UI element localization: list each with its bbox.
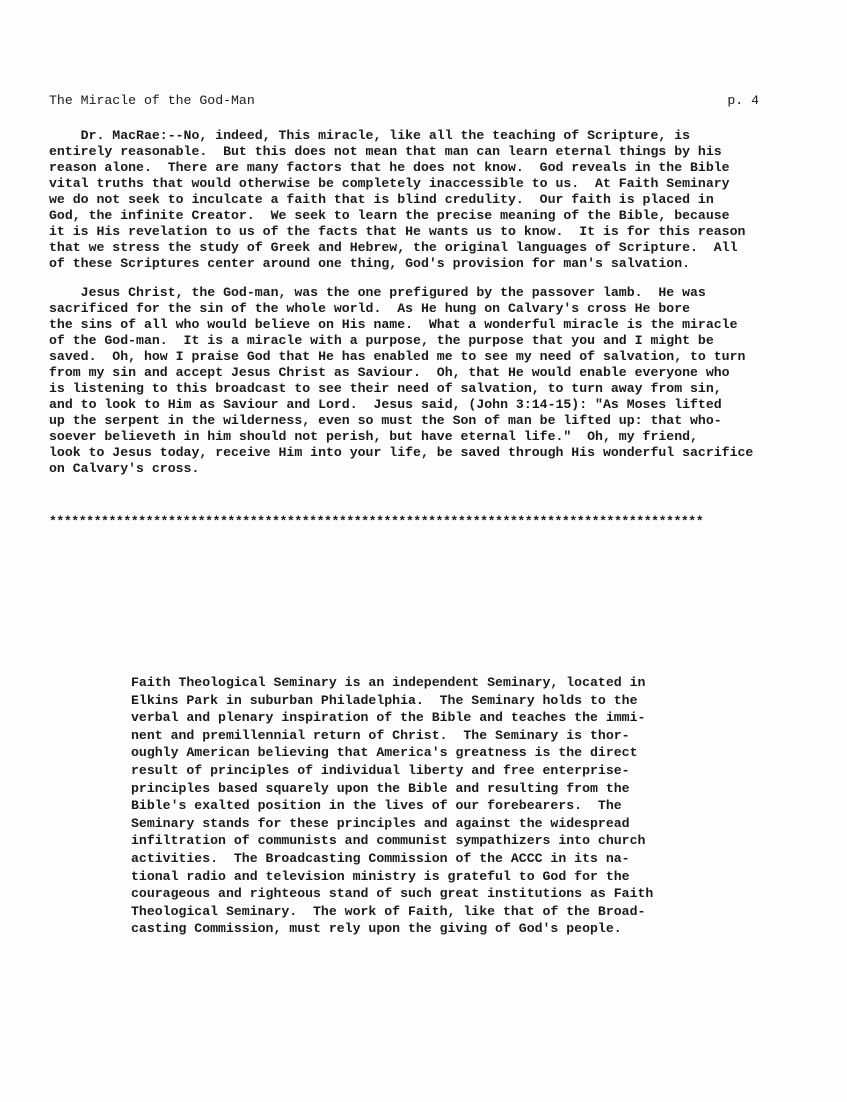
notice-line: Seminary stands for these principles and against the widespread	[131, 815, 630, 831]
text-line: of these Scriptures center around one thing, God's provision for man's salvation.	[49, 256, 691, 271]
text-line: from my sin and accept Jesus Christ as Saviour. Oh, that He would enable everyone who	[49, 365, 730, 380]
seminary-notice	[131, 674, 653, 938]
separator-line: ****************************************************************************************	[49, 514, 704, 529]
notice-line: infiltration of communists and communist sympathizers into church	[131, 833, 646, 849]
notice-line: verbal and plenary inspiration of the Bible and teaches the immi-	[131, 710, 646, 726]
notice-line: activities. The Broadcasting Commission of the ACCC in its na-	[131, 850, 630, 866]
text-line: Jesus Christ, the God-man, was the one prefigured by the passover lamb. He was	[49, 285, 706, 300]
text-line: Dr. MacRae:--No, indeed, This miracle, like all the teaching of Scripture, is	[49, 128, 691, 143]
text-line: vital truths that would otherwise be completely inaccessible to us. At Faith Seminary	[49, 176, 730, 191]
notice-line: nent and premillennial return of Christ. The Seminary is thor-	[131, 727, 630, 743]
page-number: p. 4	[727, 93, 759, 108]
text-line: saved. Oh, how I praise God that He has enabled me to see my need of salvation, to turn	[49, 349, 746, 364]
notice-line: Bible's exalted position in the lives of our forebearers. The	[131, 798, 622, 814]
text-line: on Calvary's cross.	[49, 461, 200, 476]
notice-line: principles based squarely upon the Bible and resulting from the	[131, 780, 630, 796]
text-line: of the God-man. It is a miracle with a purpose, the purpose that you and I might be	[49, 333, 714, 348]
paragraph-reasonable-faith	[49, 128, 753, 272]
text-line: God, the infinite Creator. We seek to learn the precise meaning of the Bible, because	[49, 208, 730, 223]
text-line: reason alone. There are many factors that he does not know. God reveals in the Bible	[49, 160, 730, 175]
text-line: the sins of all who would believe on His name. What a wonderful miracle is the miracle	[49, 317, 738, 332]
text-line: entirely reasonable. But this does not mean that man can learn eternal things by his	[49, 144, 722, 159]
transcript-body	[49, 128, 753, 477]
notice-line: Faith Theological Seminary is an independent Seminary, located in	[131, 675, 646, 690]
notice-line: result of principles of individual liberty and free enterprise-	[131, 762, 630, 778]
text-line: look to Jesus today, receive Him into your life, be saved through His wonderful sacrifice	[49, 445, 754, 460]
text-line: and to look to Him as Saviour and Lord. Jesus said, (John 3:14-15): "As Moses lifted	[49, 397, 722, 412]
text-line: we do not seek to inculcate a faith that is blind credulity. Our faith is placed in	[49, 192, 714, 207]
notice-line: oughly American believing that America's greatness is the direct	[131, 745, 638, 761]
show-through-bleed	[55, 540, 775, 650]
notice-line: tional radio and television ministry is grateful to God for the	[131, 868, 630, 884]
notice-line: Elkins Park in suburban Philadelphia. The Seminary holds to the	[131, 692, 638, 708]
text-line: up the serpent in the wilderness, even so must the Son of man be lifted up: that who-	[49, 413, 722, 428]
paragraph-god-man	[49, 285, 753, 477]
notice-line: casting Commission, must rely upon the giving of God's people.	[131, 921, 622, 937]
text-line: is listening to this broadcast to see their need of salvation, to turn away from sin,	[49, 381, 722, 396]
text-line: soever believeth in him should not perish, but have eternal life." Oh, my friend,	[49, 429, 698, 444]
text-line: that we stress the study of Greek and Hebrew, the original languages of Scripture. All	[49, 240, 738, 255]
text-line: it is His revelation to us of the facts that He wants us to know. It is for this reason	[49, 224, 746, 239]
text-line: sacrificed for the sin of the whole world. As He hung on Calvary's cross He bore	[49, 301, 691, 316]
document-title: The Miracle of the God-Man	[49, 93, 255, 108]
notice-line: Theological Seminary. The work of Faith, like that of the Broad-	[131, 903, 646, 919]
notice-line: courageous and righteous stand of such great institutions as Faith	[131, 886, 654, 902]
